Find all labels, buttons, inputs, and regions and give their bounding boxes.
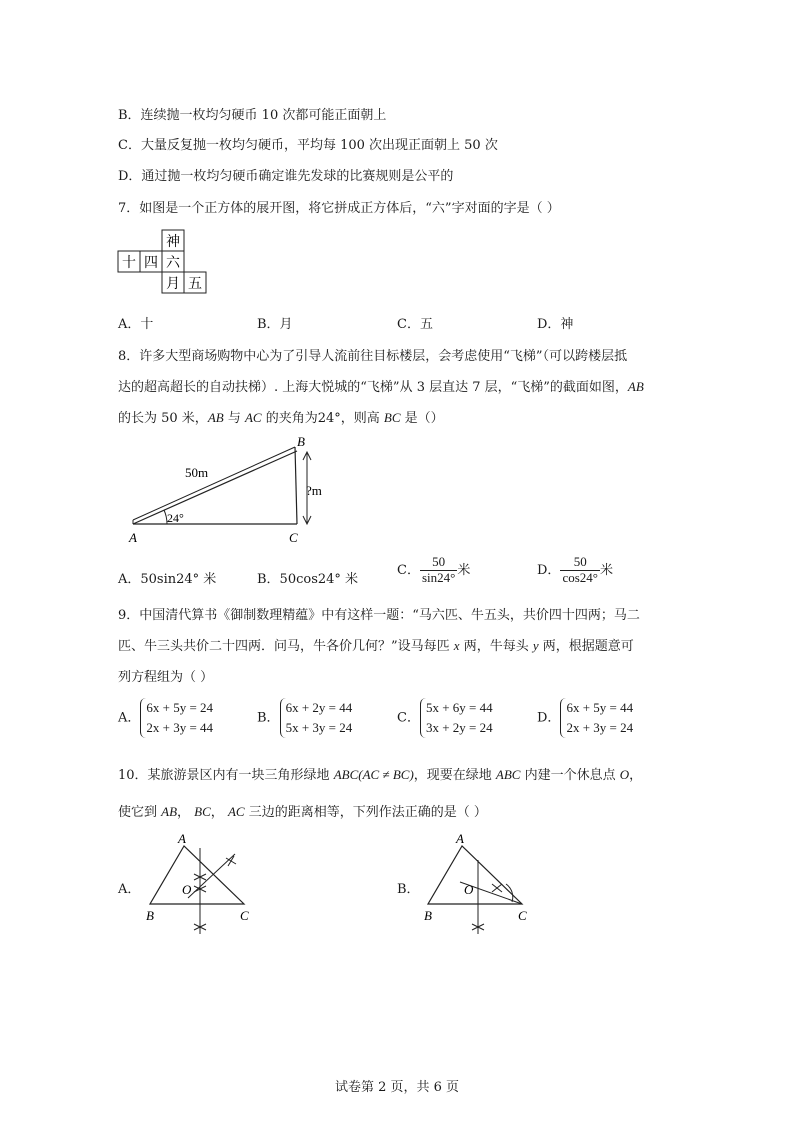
svg-text:A: A: [178, 831, 186, 846]
q9-line2: 匹、牛三头共价二十四两．问马，牛各价几何？”设马每匹 x 两，牛每头 y 两，根据题意可: [118, 638, 634, 654]
net-cell-r2: 四: [144, 256, 158, 271]
svg-text:C: C: [518, 908, 527, 923]
q8-option-d: D． $\frac{50}{\cos 24^\circ}$ 米: [537, 554, 613, 585]
fig8-label-c: C: [289, 530, 298, 545]
net-cell-r3: 六: [166, 256, 180, 271]
q8-option-b: B．50cos24° 米: [257, 572, 359, 587]
svg-text:A: A: [456, 831, 464, 846]
fig8-length: 50m: [185, 465, 209, 480]
q9-option-a: A． 6x + 5y = 24 2x + 3y = 44: [118, 698, 213, 738]
q6-option-d: D．通过抛一枚均匀硬币确定谁先发球的比赛规则是公平的: [118, 169, 454, 184]
q10-figure-b: [418, 830, 548, 942]
fig8-label-a: A: [129, 530, 137, 545]
net-cell-b2: 五: [188, 277, 202, 292]
fig8-height: ?m: [306, 483, 322, 498]
escalator-figure: [125, 436, 325, 546]
q9-option-d: D． 6x + 5y = 44 2x + 3y = 24: [537, 698, 633, 738]
q8-option-a: A．50sin24° 米: [118, 572, 217, 587]
q7-option-c: C．五: [397, 317, 433, 332]
net-cell-b1: 月: [166, 277, 180, 292]
q10-line2: 使它到 AB， BC， AC 三边的距离相等，下列作法正确的是（ ）: [118, 804, 487, 820]
svg-text:O: O: [464, 882, 474, 897]
svg-text:O: O: [182, 882, 192, 897]
q10-line1: 10．某旅游景区内有一块三角形绿地 ABC(AC ≠ BC)，现要在绿地 ABC 内建一个休息点 O，: [118, 767, 643, 783]
q6-option-b: B．连续抛一枚均匀硬币 10 次都可能正面朝上: [118, 108, 387, 123]
q7-option-b: B．月: [257, 317, 293, 332]
q8-option-c: C． $\frac{50}{\sin 24^\circ}$ 米: [397, 554, 471, 585]
q8-line3: 的长为 50 米，AB 与 AC 的夹角为24°，则高 BC 是（）: [118, 410, 444, 426]
svg-text:B: B: [424, 908, 432, 923]
page-footer: 试卷第 2 页，共 6 页: [334, 1080, 460, 1095]
fig8-label-b: B: [297, 436, 305, 449]
net-cell-r1: 十: [122, 256, 136, 271]
q10-fig-a-label: A．: [118, 882, 141, 897]
q10-fig-b-label: B．: [397, 882, 420, 897]
q7-option-d: D．神: [537, 317, 574, 332]
q7-option-a: A．十: [118, 317, 154, 332]
fig8-angle: 24°: [167, 511, 184, 525]
q8-line1: 8．许多大型商场购物中心为了引导人流前往目标楼层，会考虑使用“飞梯”（可以跨楼层抵: [118, 349, 628, 364]
q7-stem: 7．如图是一个正方体的展开图，将它拼成正方体后，“六”字对面的字是（ ）: [118, 201, 560, 216]
q8-line2: 达的超高超长的自动扶梯）. 上海大悦城的“飞梯”从 3 层直达 7 层，“飞梯”的截面如图，AB: [118, 379, 644, 395]
cube-net-figure: [115, 229, 210, 295]
svg-text:B: B: [146, 908, 154, 923]
net-cell-top: 神: [166, 235, 180, 250]
q6-option-c: C．大量反复抛一枚均匀硬币，平均每 100 次出现正面朝上 50 次: [118, 138, 498, 153]
q9-line3: 列方程组为（ ）: [118, 670, 214, 685]
q10-figure-a: [140, 830, 270, 942]
q9-option-c: C． 5x + 6y = 44 3x + 2y = 24: [397, 698, 493, 738]
q9-line1: 9．中国清代算书《御制数理精蕴》中有这样一题：“马六匹、牛五头，共价四十四两；马二: [118, 608, 640, 623]
svg-text:C: C: [240, 908, 249, 923]
q9-option-b: B． 6x + 2y = 44 5x + 3y = 24: [257, 698, 352, 738]
